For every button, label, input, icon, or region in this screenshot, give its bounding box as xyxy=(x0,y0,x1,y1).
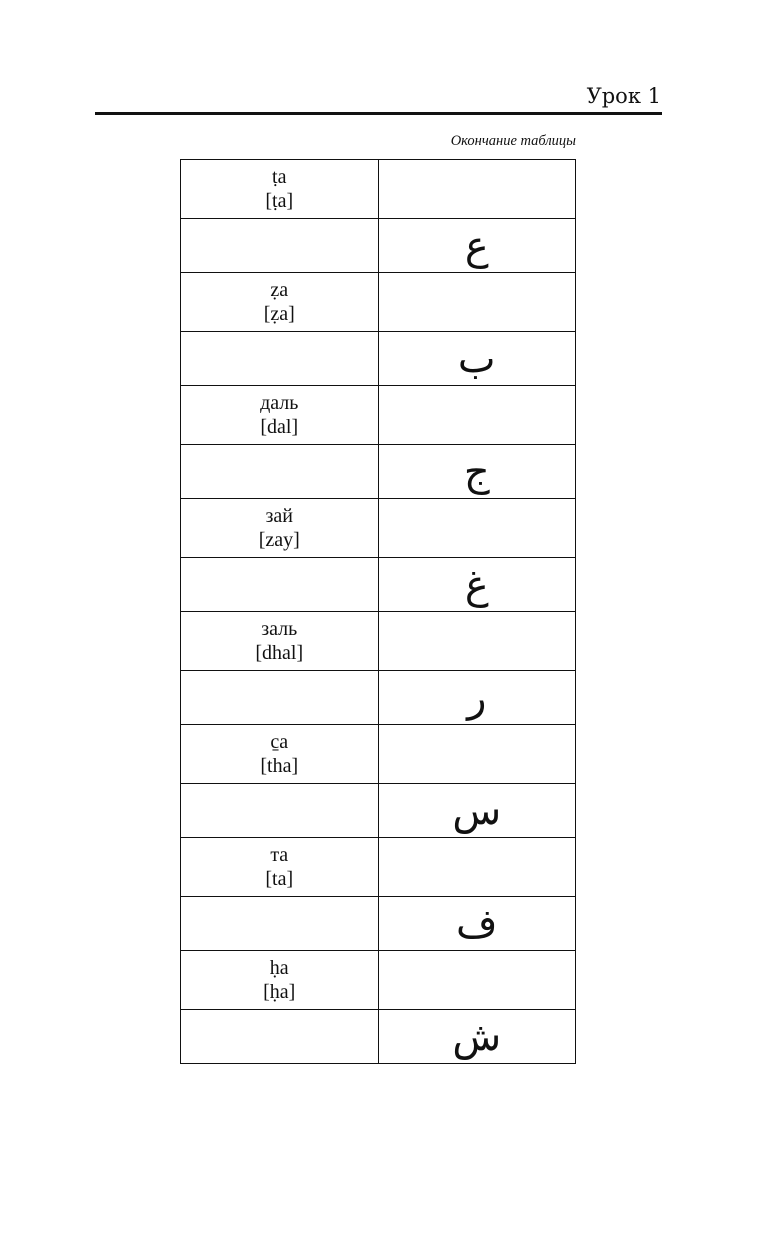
letter-transliteration: [ḥa] xyxy=(263,981,296,1003)
letter-name-cell xyxy=(181,445,379,499)
letter-name-cell xyxy=(181,160,379,219)
running-head: Урок 1 xyxy=(586,84,661,108)
table-row xyxy=(181,558,576,612)
letter-transliteration: [dhal] xyxy=(255,642,304,664)
letter-transliteration: [ṭa] xyxy=(265,190,294,212)
table-row xyxy=(181,273,576,332)
letter-name-cell xyxy=(181,219,379,273)
arabic-letter-cell xyxy=(378,273,576,332)
letter-name-cell xyxy=(181,499,379,558)
letter-name: та xyxy=(270,844,289,866)
letter-name-cell xyxy=(181,1010,379,1064)
table-row xyxy=(181,951,576,1010)
letter-table xyxy=(180,159,576,1064)
letter-name-cell xyxy=(181,612,379,671)
table-row xyxy=(181,897,576,951)
arabic-letter-cell xyxy=(378,951,576,1010)
table-row xyxy=(181,499,576,558)
arabic-letter: ب xyxy=(457,335,496,382)
arabic-letter-cell xyxy=(378,558,576,612)
arabic-letter-cell xyxy=(378,725,576,784)
table-caption: Окончание таблицы xyxy=(450,133,576,149)
arabic-letter-cell xyxy=(378,332,576,386)
letter-name: ẓa xyxy=(270,279,289,301)
letter-name-cell xyxy=(181,784,379,838)
letter-name-cell xyxy=(181,838,379,897)
table-row xyxy=(181,671,576,725)
table-row xyxy=(181,332,576,386)
arabic-letter-cell xyxy=(378,838,576,897)
letter-name: c̱a xyxy=(270,731,289,753)
letter-transliteration: [tha] xyxy=(260,755,299,777)
arabic-letter: ر xyxy=(467,674,487,721)
table-row xyxy=(181,838,576,897)
table-row xyxy=(181,1010,576,1064)
header-rule xyxy=(95,112,662,115)
table-row xyxy=(181,612,576,671)
letter-name: ṭa xyxy=(272,166,287,188)
arabic-letter: ع xyxy=(464,222,489,269)
letter-name: заль xyxy=(261,618,298,640)
letter-name: зай xyxy=(265,505,293,527)
arabic-letter-cell xyxy=(378,1010,576,1064)
arabic-letter-cell xyxy=(378,219,576,273)
arabic-letter: س xyxy=(452,787,502,834)
table-row xyxy=(181,160,576,219)
letter-transliteration: [dal] xyxy=(260,416,299,438)
letter-transliteration: [zay] xyxy=(258,529,300,551)
table-row xyxy=(181,445,576,499)
letter-name-cell xyxy=(181,951,379,1010)
table-row xyxy=(181,725,576,784)
arabic-letter-cell xyxy=(378,499,576,558)
arabic-letter: ف xyxy=(456,900,498,947)
letter-name-cell xyxy=(181,558,379,612)
arabic-letter-cell xyxy=(378,445,576,499)
table-row xyxy=(181,219,576,273)
arabic-letter-cell xyxy=(378,671,576,725)
arabic-letter: ش xyxy=(452,1013,502,1060)
letter-transliteration: [ta] xyxy=(265,868,294,890)
letter-name: даль xyxy=(260,392,299,414)
arabic-letter: ج xyxy=(463,448,490,495)
letter-transliteration: [ẓa] xyxy=(263,303,295,325)
arabic-letter-cell xyxy=(378,612,576,671)
arabic-letter-cell xyxy=(378,386,576,445)
table-row xyxy=(181,784,576,838)
table-row xyxy=(181,386,576,445)
arabic-letter-cell xyxy=(378,160,576,219)
letter-name-cell xyxy=(181,671,379,725)
letter-name: ḥa xyxy=(269,957,289,979)
letter-name-cell xyxy=(181,725,379,784)
letter-name-cell xyxy=(181,332,379,386)
arabic-letter: غ xyxy=(464,561,489,608)
arabic-letter-cell xyxy=(378,897,576,951)
letter-name-cell xyxy=(181,897,379,951)
arabic-letter-cell xyxy=(378,784,576,838)
letter-table-container xyxy=(180,159,576,1064)
letter-name-cell xyxy=(181,273,379,332)
letter-name-cell xyxy=(181,386,379,445)
